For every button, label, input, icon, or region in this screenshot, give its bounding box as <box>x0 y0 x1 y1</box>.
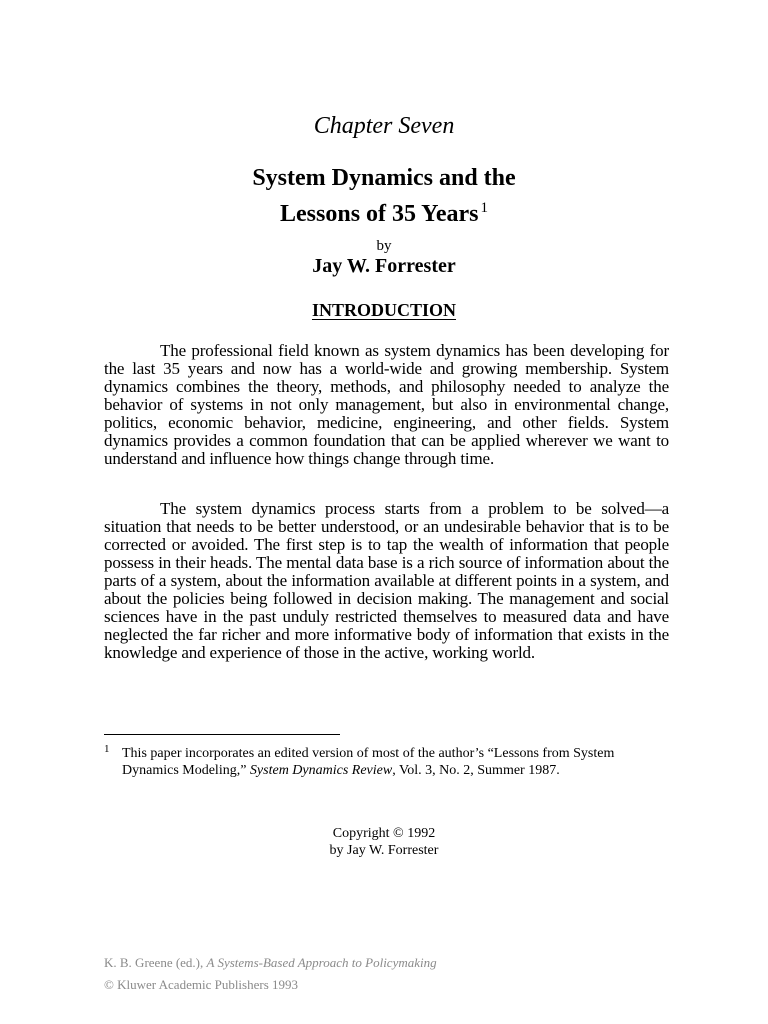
paragraph-2-text: The system dynamics process starts from a problem to be solved—a situation that needs to be better understood, or an undesirable behavior that is to be corrected or avoided. The first step is to tap the wealth of information that people possess in their heads. The mental data base is a rich source of information about the parts of a system, about the information available at different points in a system, and about the policies being followed in decision making. The management and social sciences have in the past unduly restricted themselves to measured data and have neglected the far richer and more informative body of information that exists in the knowledge and experience of those in the active, working world. <box>104 499 669 662</box>
footnote <box>122 745 668 779</box>
chapter-title <box>0 163 768 229</box>
footnote-text-after: , Vol. 3, No. 2, Summer 1987. <box>392 763 560 778</box>
title-line-2 <box>0 193 768 229</box>
paragraph-1-text: The professional field known as system dynamics has been developing for the last 35 years and now has a world-wide and growing membership. System dynamics combines the theory, methods, and philosophy needed to analyze the behavior of systems in not only management, but also in environmental change, politics, economic behavior, medicine, engineering, and other fields. System dynamics provides a common foundation that can be applied wherever we want to understand and influence how things change through time. <box>104 341 669 468</box>
copyright-notice <box>0 825 768 859</box>
credit-book-title: A Systems-Based Approach to Policymaking <box>206 955 437 970</box>
title-line-1: System Dynamics and the <box>252 165 516 191</box>
copyright-line-1: Copyright © 1992 <box>332 826 436 841</box>
paragraph-2 <box>104 500 669 662</box>
credit-editor: K. B. Greene (ed.), <box>104 955 207 970</box>
author-name: Jay W. Forrester <box>312 255 456 277</box>
footnote-text-before: This paper incorporates an edited version of most of the author’s “Lessons from System Dynamics Modeling,” <box>122 746 615 778</box>
byline-by: by <box>376 238 392 254</box>
credit-publisher: © Kluwer Academic Publishers 1993 <box>104 977 299 992</box>
title-line-2-text: Lessons of 35 Years <box>280 201 479 227</box>
paragraph-1 <box>104 342 669 468</box>
footnote-mark: 1 <box>104 743 110 755</box>
chapter-label: Chapter Seven <box>313 113 455 139</box>
title-footnote-ref: 1 <box>480 200 488 216</box>
footnote-journal: System Dynamics Review <box>249 763 393 778</box>
footnote-divider <box>104 734 340 735</box>
section-heading: INTRODUCTION <box>311 300 457 320</box>
copyright-line-2: by Jay W. Forrester <box>329 843 439 858</box>
credit-book-line <box>104 952 437 974</box>
publisher-credit <box>104 952 437 996</box>
